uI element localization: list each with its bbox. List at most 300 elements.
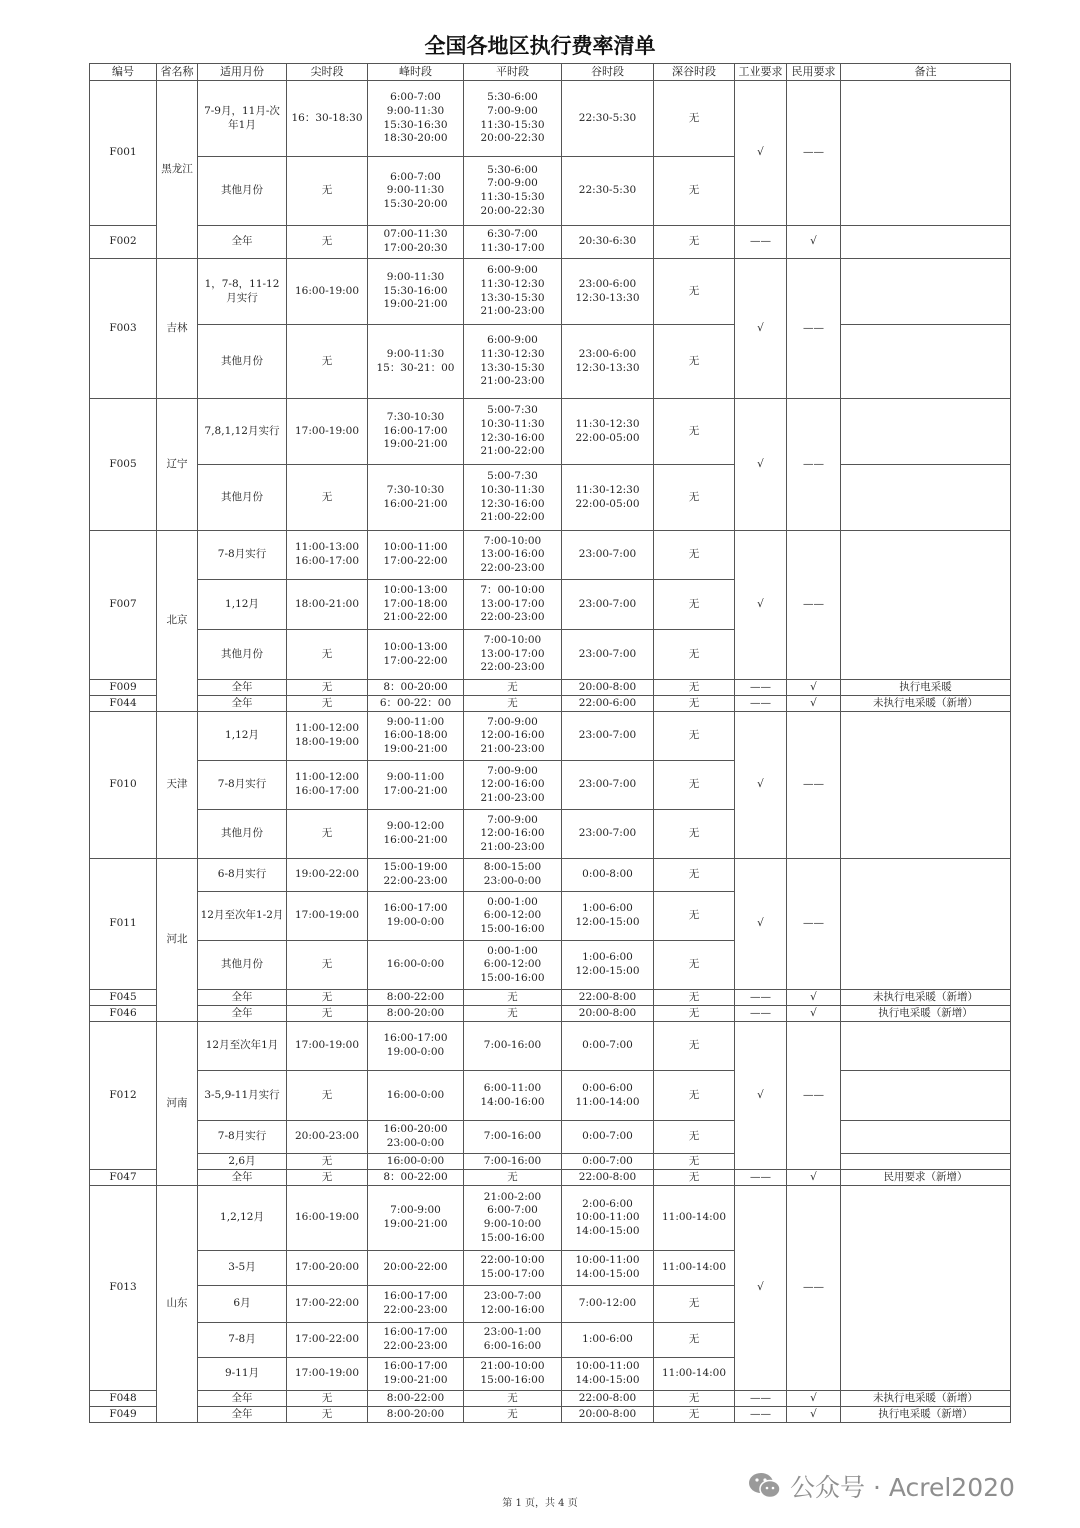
- column-header: 峰时段: [368, 64, 464, 81]
- table-cell: 11:30-12:30 22:00-05:00: [562, 465, 654, 531]
- table-cell: 无: [287, 696, 368, 712]
- table-cell: 3-5月: [198, 1251, 287, 1286]
- table-row: [90, 1071, 1011, 1121]
- table-cell: ——: [787, 259, 841, 399]
- table-cell: 6:30-7:00 11:30-17:00: [464, 226, 562, 259]
- table-cell: 1:00-6:00 12:00-15:00: [562, 892, 654, 941]
- table-cell: 10:00-11:00 17:00-22:00: [368, 531, 464, 580]
- table-cell: F044: [90, 696, 157, 712]
- table-cell: √: [787, 1391, 841, 1407]
- table-cell: 无: [287, 990, 368, 1006]
- table-cell: 10:00-11:00 14:00-15:00: [562, 1358, 654, 1391]
- wechat-icon: [748, 1471, 782, 1501]
- table-cell: F003: [90, 259, 157, 399]
- table-cell: 无: [464, 696, 562, 712]
- table-row: [90, 859, 1011, 892]
- watermark: [748, 1468, 1015, 1504]
- table-cell: 7,8,1,12月实行: [198, 399, 287, 465]
- table-cell: 1,2,12月: [198, 1186, 287, 1251]
- column-header: 工业要求: [735, 64, 787, 81]
- table-cell: 22:00-8:00: [562, 990, 654, 1006]
- table-cell: 16：30-18:30: [287, 81, 368, 157]
- table-cell: 17:00-19:00: [287, 892, 368, 941]
- table-cell: 22:30-5:30: [562, 81, 654, 157]
- table-cell: 无: [654, 696, 735, 712]
- table-cell: 7:00-12:00: [562, 1286, 654, 1323]
- column-header: 谷时段: [562, 64, 654, 81]
- table-cell: [841, 465, 1011, 531]
- table-cell: 无: [464, 1006, 562, 1022]
- table-cell: ——: [735, 1407, 787, 1423]
- table-row: [90, 1407, 1011, 1423]
- table-cell: 无: [287, 1006, 368, 1022]
- table-cell: 全年: [198, 226, 287, 259]
- table-cell: √: [735, 712, 787, 859]
- table-cell: 11:00-14:00: [654, 1186, 735, 1251]
- table-cell: 16:00-0:00: [368, 1154, 464, 1170]
- table-cell: 无: [654, 892, 735, 941]
- table-cell: 16:00-19:00: [287, 259, 368, 325]
- table-cell: F012: [90, 1022, 157, 1170]
- table-cell: 无: [654, 1407, 735, 1423]
- table-cell: 23:00-1:00 6:00-16:00: [464, 1323, 562, 1358]
- table-cell: 17:00-19:00: [287, 1022, 368, 1071]
- table-cell: 7-8月实行: [198, 1121, 287, 1154]
- table-cell: 9-11月: [198, 1358, 287, 1391]
- table-cell: F001: [90, 81, 157, 226]
- column-header: 平时段: [464, 64, 562, 81]
- table-cell: 全年: [198, 1391, 287, 1407]
- table-cell: 7:00-9:00 12:00-16:00 21:00-23:00: [464, 712, 562, 761]
- table-cell: 6月: [198, 1286, 287, 1323]
- table-cell: 无: [287, 157, 368, 226]
- table-cell: 1:00-6:00 12:00-15:00: [562, 941, 654, 990]
- table-cell: F010: [90, 712, 157, 859]
- table-cell: 无: [654, 810, 735, 859]
- table-cell: 6-8月实行: [198, 859, 287, 892]
- table-cell: √: [787, 1006, 841, 1022]
- table-cell: 17:00-22:00: [287, 1323, 368, 1358]
- table-cell: 21:00-10:00 15:00-16:00: [464, 1358, 562, 1391]
- table-cell: 9:00-11:00 17:00-21:00: [368, 761, 464, 810]
- table-cell: 无: [654, 226, 735, 259]
- document-title: 全国各地区执行费率清单: [424, 34, 656, 58]
- table-cell: 0:00-6:00 11:00-14:00: [562, 1071, 654, 1121]
- table-cell: 11:00-13:00 16:00-17:00: [287, 531, 368, 580]
- table-cell: F047: [90, 1170, 157, 1186]
- table-cell: 无: [654, 1006, 735, 1022]
- table-cell: √: [735, 1022, 787, 1170]
- table-cell: 无: [287, 1391, 368, 1407]
- table-cell: 17:00-19:00: [287, 1358, 368, 1391]
- table-cell: 0:00-7:00: [562, 1022, 654, 1071]
- table-cell: 天津: [157, 712, 198, 859]
- table-cell: 8:00-20:00: [368, 1006, 464, 1022]
- table-cell: 7:00-16:00: [464, 1121, 562, 1154]
- table-cell: 无: [654, 531, 735, 580]
- table-cell: 无: [287, 325, 368, 399]
- table-cell: 9:00-12:00 16:00-21:00: [368, 810, 464, 859]
- table-cell: 9:00-11:00 16:00-18:00 19:00-21:00: [368, 712, 464, 761]
- rate-table: [89, 63, 1011, 1423]
- column-header: 备注: [841, 64, 1011, 81]
- table-cell: F048: [90, 1391, 157, 1407]
- table-cell: 9:00-11:30 15：30-21：00: [368, 325, 464, 399]
- table-cell: 其他月份: [198, 630, 287, 680]
- table-cell: 17:00-22:00: [287, 1286, 368, 1323]
- table-cell: 无: [654, 81, 735, 157]
- table-cell: 21:00-2:00 6:00-7:00 9:00-10:00 15:00-16:00: [464, 1186, 562, 1251]
- table-cell: 无: [464, 1170, 562, 1186]
- table-cell: 1,12月: [198, 580, 287, 630]
- table-cell: 22:00-6:00: [562, 696, 654, 712]
- watermark-text: 公众号 · Acrel2020: [790, 1473, 1015, 1502]
- table-cell: 8:00-22:00: [368, 1391, 464, 1407]
- table-row: [90, 465, 1011, 531]
- table-cell: 全年: [198, 1170, 287, 1186]
- table-cell: F011: [90, 859, 157, 990]
- table-row: [90, 1391, 1011, 1407]
- table-cell: ——: [735, 680, 787, 696]
- table-cell: 11:00-14:00: [654, 1251, 735, 1286]
- column-header: 适用月份: [198, 64, 287, 81]
- table-cell: 11:30-12:30 22:00-05:00: [562, 399, 654, 465]
- table-cell: ——: [787, 1186, 841, 1391]
- table-cell: F005: [90, 399, 157, 531]
- table-cell: 23:00-7:00: [562, 810, 654, 859]
- table-cell: 7:00-9:00 12:00-16:00 21:00-23:00: [464, 761, 562, 810]
- table-cell: [841, 1186, 1011, 1391]
- table-cell: 无: [287, 226, 368, 259]
- table-cell: 11:00-12:00 16:00-17:00: [287, 761, 368, 810]
- table-cell: 河南: [157, 1022, 198, 1186]
- table-cell: 8：00-20:00: [368, 680, 464, 696]
- table-cell: 无: [287, 810, 368, 859]
- table-cell: √: [787, 1170, 841, 1186]
- table-cell: 8：00-22:00: [368, 1170, 464, 1186]
- table-cell: √: [735, 399, 787, 531]
- table-cell: [841, 1022, 1011, 1071]
- table-cell: 其他月份: [198, 325, 287, 399]
- table-cell: 山东: [157, 1186, 198, 1423]
- table-cell: 23:00-7:00: [562, 580, 654, 630]
- table-row: [90, 696, 1011, 712]
- table-cell: 无: [287, 630, 368, 680]
- table-cell: 7:30-10:30 16:00-17:00 19:00-21:00: [368, 399, 464, 465]
- table-cell: √: [735, 531, 787, 680]
- table-cell: 7:00-10:00 13:00-16:00 22:00-23:00: [464, 531, 562, 580]
- table-cell: 其他月份: [198, 941, 287, 990]
- table-cell: √: [735, 81, 787, 226]
- table-cell: 12月至次年1-2月: [198, 892, 287, 941]
- table-cell: 无: [287, 941, 368, 990]
- table-cell: 无: [654, 1022, 735, 1071]
- table-cell: 7:00-10:00 13:00-17:00 22:00-23:00: [464, 630, 562, 680]
- table-cell: √: [735, 859, 787, 990]
- table-cell: 7:00-9:00 12:00-16:00 21:00-23:00: [464, 810, 562, 859]
- table-cell: ——: [735, 1006, 787, 1022]
- table-body: [90, 81, 1011, 1423]
- table-cell: F013: [90, 1186, 157, 1391]
- table-cell: 7-8月实行: [198, 761, 287, 810]
- table-cell: 无: [464, 1391, 562, 1407]
- table-cell: 23:00-6:00 12:30-13:30: [562, 259, 654, 325]
- table-cell: 8:00-15:00 23:00-0:00: [464, 859, 562, 892]
- table-cell: 辽宁: [157, 399, 198, 531]
- table-cell: 1:00-6:00: [562, 1323, 654, 1358]
- table-cell: 12月至次年1月: [198, 1022, 287, 1071]
- table-cell: 7:00-16:00: [464, 1022, 562, 1071]
- table-cell: 5:00-7:30 10:30-11:30 12:30-16:00 21:00-22:00: [464, 399, 562, 465]
- table-cell: 2:00-6:00 10:00-11:00 14:00-15:00: [562, 1186, 654, 1251]
- table-cell: 5:30-6:00 7:00-9:00 11:30-15:30 20:00-22:30: [464, 157, 562, 226]
- table-cell: 北京: [157, 531, 198, 712]
- table-row: [90, 81, 1011, 157]
- table-cell: 无: [654, 1071, 735, 1121]
- table-cell: 18:00-21:00: [287, 580, 368, 630]
- column-header: 编号: [90, 64, 157, 81]
- table-cell: 7-9月，11月-次年1月: [198, 81, 287, 157]
- table-cell: 23:00-7:00: [562, 531, 654, 580]
- table-cell: 1，7-8，11-12月实行: [198, 259, 287, 325]
- table-cell: 8:00-22:00: [368, 990, 464, 1006]
- table-cell: 全年: [198, 1407, 287, 1423]
- table-cell: 无: [654, 1323, 735, 1358]
- table-cell: 6:00-11:00 14:00-16:00: [464, 1071, 562, 1121]
- table-cell: F045: [90, 990, 157, 1006]
- table-cell: 其他月份: [198, 157, 287, 226]
- table-cell: 民用要求（新增）: [841, 1170, 1011, 1186]
- table-cell: ——: [787, 399, 841, 531]
- table-cell: 无: [654, 465, 735, 531]
- table-cell: 无: [654, 941, 735, 990]
- table-cell: 无: [464, 1407, 562, 1423]
- table-row: [90, 712, 1011, 761]
- table-cell: 吉林: [157, 259, 198, 399]
- table-cell: 无: [654, 680, 735, 696]
- table-row: [90, 1170, 1011, 1186]
- table-cell: 7:30-10:30 16:00-21:00: [368, 465, 464, 531]
- table-cell: √: [787, 680, 841, 696]
- table-cell: 1,12月: [198, 712, 287, 761]
- table-cell: [841, 1121, 1011, 1154]
- table-cell: 11:00-12:00 18:00-19:00: [287, 712, 368, 761]
- table-cell: 无: [654, 1154, 735, 1170]
- table-cell: 0:00-7:00: [562, 1154, 654, 1170]
- table-cell: 其他月份: [198, 465, 287, 531]
- table-row: [90, 1154, 1011, 1170]
- table-cell: 19:00-22:00: [287, 859, 368, 892]
- table-cell: 23:00-7:00: [562, 712, 654, 761]
- table-cell: 执行电采暖（新增）: [841, 1407, 1011, 1423]
- table-cell: 6:00-9:00 11:30-12:30 13:30-15:30 21:00-23:00: [464, 259, 562, 325]
- table-cell: 全年: [198, 696, 287, 712]
- table-cell: 20:00-8:00: [562, 1006, 654, 1022]
- table-cell: 20:00-22:00: [368, 1251, 464, 1286]
- table-cell: 07:00-11:30 17:00-20:30: [368, 226, 464, 259]
- table-cell: 2,6月: [198, 1154, 287, 1170]
- table-cell: 11:00-14:00: [654, 1358, 735, 1391]
- table-cell: [841, 325, 1011, 399]
- table-cell: 7：00-10:00 13:00-17:00 22:00-23:00: [464, 580, 562, 630]
- table-cell: 全年: [198, 990, 287, 1006]
- table-cell: [841, 531, 1011, 680]
- table-cell: 20:30-6:30: [562, 226, 654, 259]
- table-cell: 9:00-11:30 15:30-16:00 19:00-21:00: [368, 259, 464, 325]
- table-cell: 16:00-20:00 23:00-0:00: [368, 1121, 464, 1154]
- table-cell: 3-5,9-11月实行: [198, 1071, 287, 1121]
- table-cell: √: [735, 1186, 787, 1391]
- table-cell: √: [787, 990, 841, 1006]
- column-header: 尖时段: [287, 64, 368, 81]
- table-cell: F002: [90, 226, 157, 259]
- table-cell: ——: [787, 1022, 841, 1170]
- table-cell: 0:00-7:00: [562, 1121, 654, 1154]
- table-cell: 10:00-13:00 17:00-22:00: [368, 630, 464, 680]
- table-cell: 5:30-6:00 7:00-9:00 11:30-15:30 20:00-22:30: [464, 81, 562, 157]
- table-cell: 0:00-8:00: [562, 859, 654, 892]
- table-cell: 23:00-7:00: [562, 630, 654, 680]
- table-cell: 无: [287, 1170, 368, 1186]
- table-cell: 15:00-19:00 22:00-23:00: [368, 859, 464, 892]
- table-cell: 6：00-22：00: [368, 696, 464, 712]
- table-cell: 无: [464, 680, 562, 696]
- table-cell: 无: [654, 399, 735, 465]
- column-header: 省名称: [157, 64, 198, 81]
- table-cell: 无: [654, 157, 735, 226]
- column-header: 深谷时段: [654, 64, 735, 81]
- table-cell: ——: [735, 696, 787, 712]
- table-cell: [841, 859, 1011, 990]
- table-row: [90, 1121, 1011, 1154]
- table-cell: 其他月份: [198, 810, 287, 859]
- table-cell: 8:00-20:00: [368, 1407, 464, 1423]
- table-cell: 0:00-1:00 6:00-12:00 15:00-16:00: [464, 941, 562, 990]
- table-row: [90, 325, 1011, 399]
- table-cell: 未执行电采暖（新增）: [841, 990, 1011, 1006]
- table-cell: 无: [654, 325, 735, 399]
- table-cell: 20:00-8:00: [562, 1407, 654, 1423]
- table-cell: 20:00-8:00: [562, 680, 654, 696]
- table-cell: √: [735, 259, 787, 399]
- table-cell: ——: [735, 990, 787, 1006]
- table-cell: [841, 259, 1011, 325]
- table-cell: ——: [787, 712, 841, 859]
- table-cell: 执行电采暖: [841, 680, 1011, 696]
- table-cell: ——: [787, 859, 841, 990]
- table-row: [90, 226, 1011, 259]
- table-cell: √: [787, 226, 841, 259]
- table-cell: 20:00-23:00: [287, 1121, 368, 1154]
- table-cell: 16:00-17:00 19:00-0:00: [368, 892, 464, 941]
- table-cell: 16:00-17:00 22:00-23:00: [368, 1286, 464, 1323]
- table-cell: 7:00-16:00: [464, 1154, 562, 1170]
- table-cell: 无: [287, 1071, 368, 1121]
- page-footer: 第 1 页，共 4 页: [502, 1498, 578, 1509]
- table-cell: 黑龙江: [157, 81, 198, 259]
- table-cell: F046: [90, 1006, 157, 1022]
- table-cell: ——: [735, 1170, 787, 1186]
- table-row: [90, 1186, 1011, 1251]
- table-cell: 10:00-11:00 14:00-15:00: [562, 1251, 654, 1286]
- table-row: [90, 990, 1011, 1006]
- table-cell: ——: [787, 531, 841, 680]
- table-cell: 无: [654, 1286, 735, 1323]
- table-cell: 无: [287, 465, 368, 531]
- table-cell: 无: [654, 1391, 735, 1407]
- table-cell: 5:00-7:30 10:30-11:30 12:30-16:00 21:00-22:00: [464, 465, 562, 531]
- table-row: [90, 259, 1011, 325]
- table-cell: 16:00-17:00 19:00-0:00: [368, 1022, 464, 1071]
- table-cell: 7-8月实行: [198, 531, 287, 580]
- table-cell: √: [787, 696, 841, 712]
- table-cell: 全年: [198, 680, 287, 696]
- table-cell: 无: [287, 1407, 368, 1423]
- table-cell: 河北: [157, 859, 198, 1022]
- table-cell: 16:00-17:00 22:00-23:00: [368, 1323, 464, 1358]
- table-cell: 22:30-5:30: [562, 157, 654, 226]
- table-cell: 0:00-1:00 6:00-12:00 15:00-16:00: [464, 892, 562, 941]
- table-cell: 无: [654, 761, 735, 810]
- table-cell: 23:00-7:00: [562, 761, 654, 810]
- table-cell: 22:00-10:00 15:00-17:00: [464, 1251, 562, 1286]
- table-cell: F007: [90, 531, 157, 680]
- table-cell: 10:00-13:00 17:00-18:00 21:00-22:00: [368, 580, 464, 630]
- table-cell: 无: [654, 580, 735, 630]
- table-cell: √: [787, 1407, 841, 1423]
- table-cell: 无: [654, 259, 735, 325]
- table-cell: 17:00-19:00: [287, 399, 368, 465]
- column-header: 民用要求: [787, 64, 841, 81]
- table-cell: ——: [735, 1391, 787, 1407]
- table-cell: 23:00-7:00 12:00-16:00: [464, 1286, 562, 1323]
- table-cell: [841, 81, 1011, 226]
- table-row: [90, 399, 1011, 465]
- table-row: [90, 531, 1011, 580]
- table-cell: 无: [654, 1170, 735, 1186]
- table-row: [90, 1022, 1011, 1071]
- table-cell: 16:00-19:00: [287, 1186, 368, 1251]
- table-cell: [841, 399, 1011, 465]
- table-cell: 无: [654, 990, 735, 1006]
- table-cell: ——: [787, 81, 841, 226]
- table-cell: 未执行电采暖（新增）: [841, 696, 1011, 712]
- table-cell: 未执行电采暖（新增）: [841, 1391, 1011, 1407]
- table-cell: 执行电采暖（新增）: [841, 1006, 1011, 1022]
- table-row: [90, 1006, 1011, 1022]
- table-cell: 无: [654, 712, 735, 761]
- table-cell: 17:00-20:00: [287, 1251, 368, 1286]
- table-cell: [841, 226, 1011, 259]
- table-cell: 6:00-7:00 9:00-11:30 15:30-16:30 18:30-20:00: [368, 81, 464, 157]
- table-cell: 无: [287, 680, 368, 696]
- table-cell: [841, 1154, 1011, 1170]
- table-cell: 6:00-9:00 11:30-12:30 13:30-15:30 21:00-23:00: [464, 325, 562, 399]
- table-cell: F049: [90, 1407, 157, 1423]
- table-cell: 全年: [198, 1006, 287, 1022]
- table-cell: 6:00-7:00 9:00-11:30 15:30-20:00: [368, 157, 464, 226]
- table-cell: 无: [654, 859, 735, 892]
- table-cell: 16:00-17:00 19:00-21:00: [368, 1358, 464, 1391]
- table-cell: 无: [654, 1121, 735, 1154]
- table-cell: 16:00-0:00: [368, 941, 464, 990]
- table-cell: 无: [654, 630, 735, 680]
- table-cell: F009: [90, 680, 157, 696]
- table-cell: 16:00-0:00: [368, 1071, 464, 1121]
- table-cell: ——: [735, 226, 787, 259]
- table-cell: 22:00-8:00: [562, 1391, 654, 1407]
- table-cell: 7-8月: [198, 1323, 287, 1358]
